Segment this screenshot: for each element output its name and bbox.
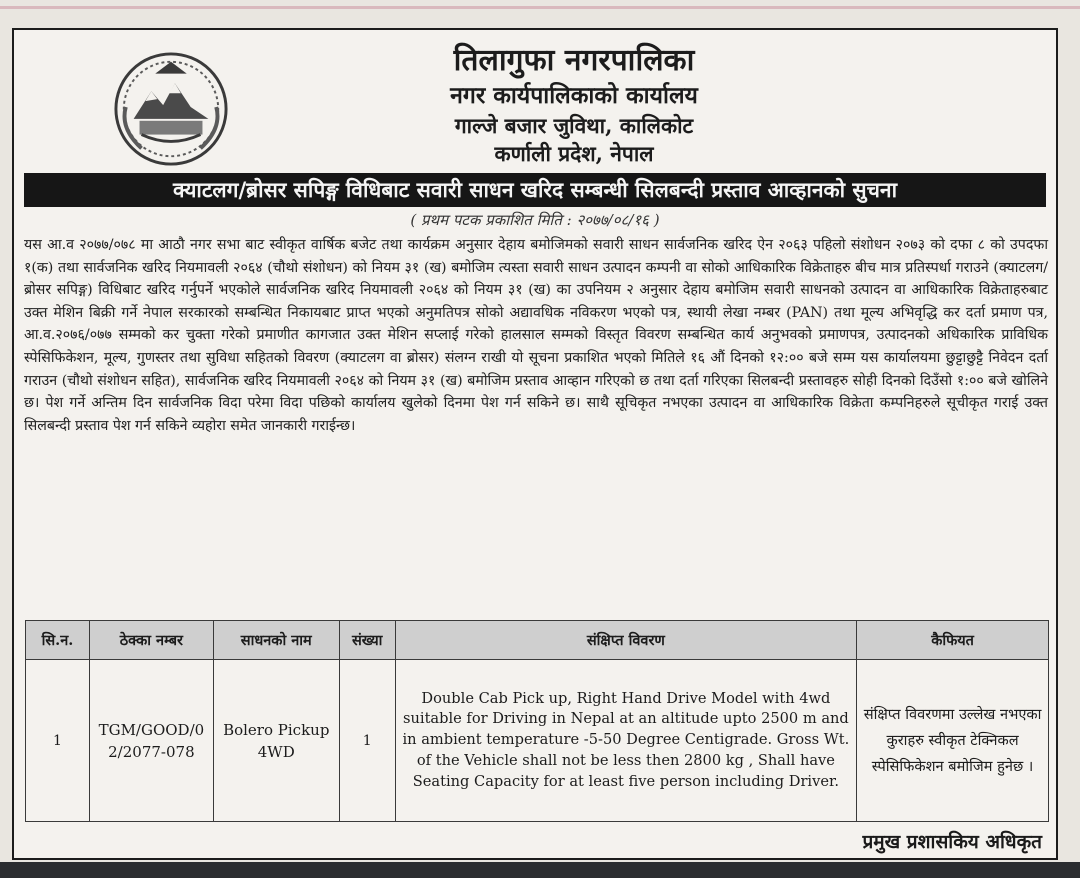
header-sn: सि.न. (26, 621, 90, 660)
office-name: नगर कार्यपालिकाको कार्यालय (450, 82, 698, 109)
cell-contract-number: TGM/GOOD/02/2077-078 (89, 660, 213, 822)
office-address: गाल्जे बजार जुविथा, कालिकोट (454, 113, 694, 138)
notice-body: यस आ.व २०७७/०७८ मा आठौ नगर सभा बाट स्वीकृत वार्षिक बजेट तथा कार्यक्रम अनुसार देहाय बमोजिमको सवारी साधन सार्वजनिक खरिद ऐन २०६३ पहिलो संशोधन २०७३ को दफा ८ को उपदफा १(क) तथा सार्वजनिक खरिद नियमावली २०६४ (चौथो संशोधन) को नियम ३१ (ख) बमोजिम त्यस्ता सवारी साधन उत्पादन कम्पनी वा सोको आधिकारिक विक्रेताहरु बीच मात्र प्रतिस्पर्धा गराउने (क्याटलग/ब्रोसर सपिङ्ग) विधिबाट खरिद गर्नुपर्ने भएकोले सार्वजनिक खरिद नियमावली २०६४ को नियम ३१ (ख) का उपनियम २ अनुसार देहाय बमोजिम सवारी साधनको उत्पादन वा आधिकारिक विक्रेताहरुबाट उक्त मेशिन बिक्री गर्ने नेपाल सरकारको सम्बन्धित निकायबाट प्राप्त भएको अनुमतिपत्र सोको अद्यावधिक नविकरण भएको पत्र, स्थायी लेखा नम्बर (PAN) तथा मूल्य अभिवृद्धि कर दर्ता प्रमाण पत्र, आ.व.२०७६/०७७ सम्मको कर चुक्ता गरेको प्रमाणीत कागजात उक्त मेशिन सप्लाई गरेको हालसाल सम्मको विस्तृत विवरण सम्बन्धित कार्य अनुभवको प्रमाणपत्र, उत्पादनको अधिकारिक प्राविधिक स्पेसिफिकेशन, मूल्य, गुणस्तर तथा सुविधा सहितको विवरण (क्याटलग वा ब्रोसर) संलग्न राखी यो सूचना प्रकाशित भएको मितिले १६ औं दिनको १२:०० बजे सम्म यस कार्यालयमा छुट्टाछुट्टै निवेदन दर्ता गराउन (चौथो संशोधन सहित), सार्वजनिक खरिद नियमावली २०६४ को नियम ३१ (ख) बमोजिम प्रस्ताव आव्हान गरिएको छ तथा दर्ता गरिएका सिलबन्दी प्रस्तावहरु सोही दिनको दिउँसो १:०० बजे खोलिने छ। पेश गर्ने अन्तिम दिन सार्वजनिक विदा परेमा विदा पछिको कार्यालय खुलेको दिनमा पेश गर्न सकिने छ। साथै सूचिकृत नभएका उत्पादन वा आधिकारिक विक्रेता कम्पनिहरुले सूचीकृत गराई उक्त सिलबन्दी प्रस्ताव पेश गर्न सकिने व्यहोरा समेत जानकारी गराईन्छ। (24, 237, 1048, 434)
cell-description: Double Cab Pick up, Right Hand Drive Model with 4wd suitable for Driving in Nepal at an altitude upto 2500 m and in ambient temperature -5-50 Degree Centigrade. Gross Wt. of the Vehicle shall not be less then 2800 kg , Shall have Seating Capacity for at least five person including Driver. (395, 660, 856, 822)
cell-vehicle-name: Bolero Pickup 4WD (213, 660, 339, 822)
header-contract-number: ठेक्का नम्बर (89, 621, 213, 660)
cell-quantity: 1 (339, 660, 395, 822)
cell-remarks: संक्षिप्त विवरणमा उल्लेख नभएका कुराहरु स्वीकृत टेक्निकल स्पेसिफिकेशन बमोजिम हुनेछ । (857, 660, 1049, 822)
header-remarks: कैफियत (857, 621, 1049, 660)
header-description: संक्षिप्त विवरण (395, 621, 856, 660)
municipality-name: तिलागुफा नगरपालिका (453, 43, 695, 78)
items-table (25, 620, 1049, 822)
nepal-government-emblem-icon (112, 50, 230, 168)
cell-sn: 1 (26, 660, 90, 822)
table-header-row (26, 621, 1049, 660)
table-row (26, 660, 1049, 822)
header-quantity: संख्या (339, 621, 395, 660)
signature-title: प्रमुख प्रशासकिय अधिकृत (862, 831, 1042, 853)
notice-page (12, 28, 1058, 860)
province-name: कर्णाली प्रदेश, नेपाल (494, 141, 654, 166)
header-vehicle-name: साधनको नाम (213, 621, 339, 660)
bottom-bar (0, 862, 1080, 878)
publish-date: ( प्रथम पटक प्रकाशित मिति : २०७७/०८/१६ ) (410, 211, 660, 229)
top-divider (0, 6, 1080, 9)
notice-title: क्याटलग/ब्रोसर सपिङ्ग विधिबाट सवारी साधन खरिद सम्बन्धी सिलबन्दी प्रस्ताव आव्हानको सुचना (24, 173, 1046, 207)
